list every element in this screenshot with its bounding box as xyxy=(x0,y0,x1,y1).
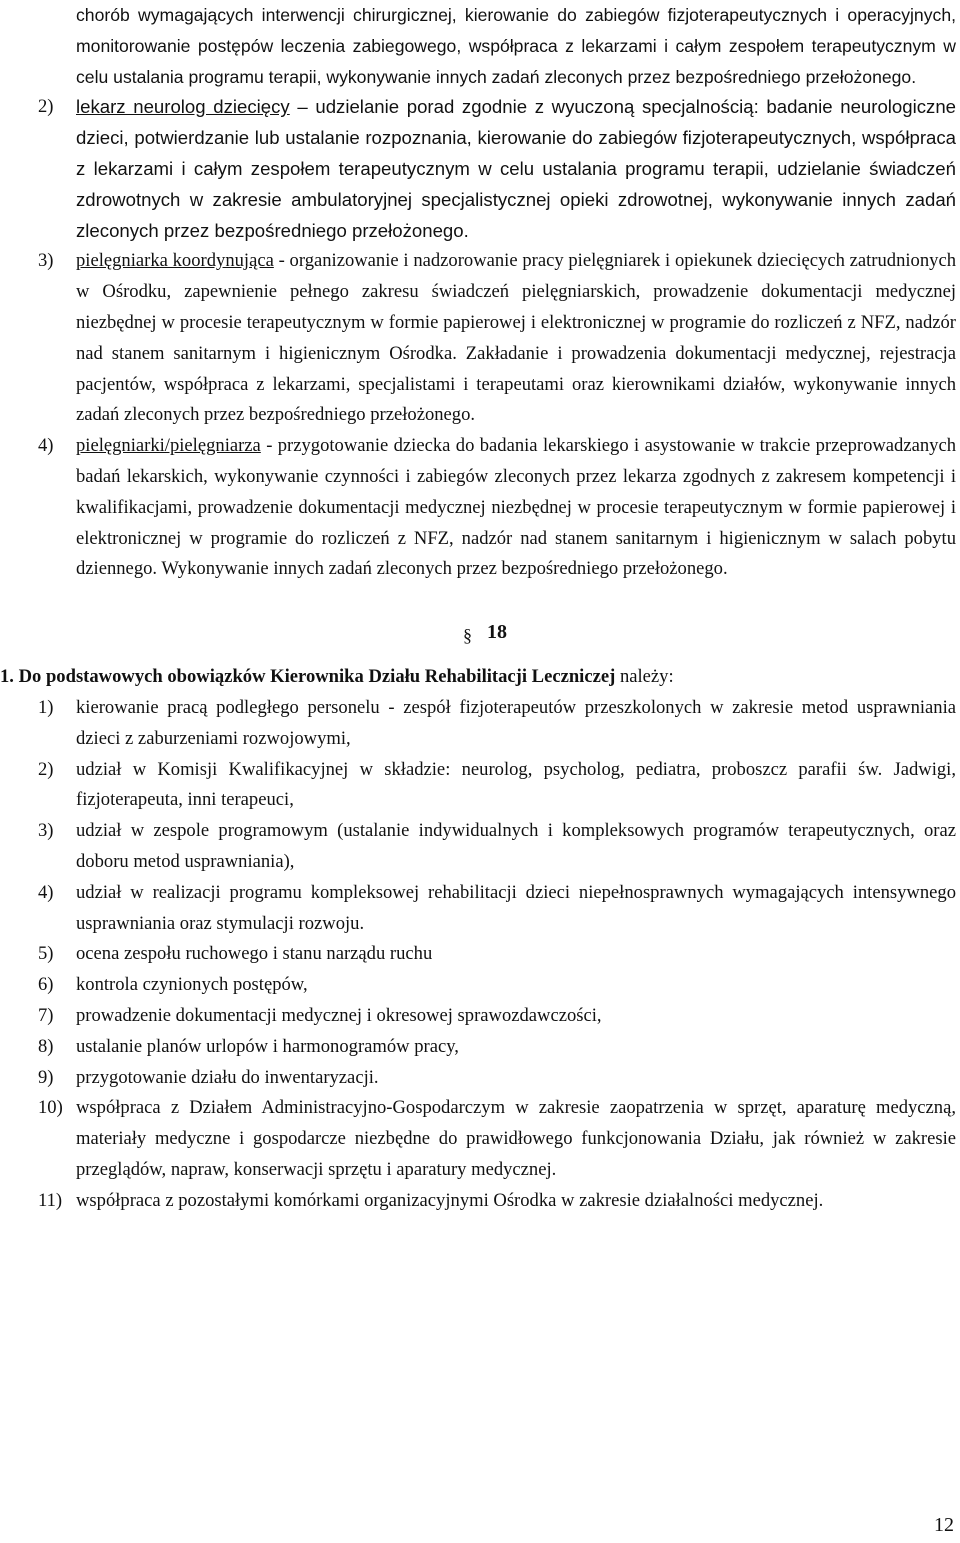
item-number: 2) xyxy=(38,96,54,118)
section-number xyxy=(38,621,956,644)
section-number-value: § 18 xyxy=(481,621,513,644)
section-heading-bold: 1. Do podstawowych obowiązków Kierownika Działu Rehabilitacji Leczniczej xyxy=(0,666,616,688)
item-title: pielęgniarki/pielęgniarza xyxy=(76,435,261,457)
list-item xyxy=(38,970,956,1001)
item-body xyxy=(76,246,956,431)
item-text: - organizowanie i nadzorowanie pracy pielęgniarek i opiekunek dziecięcych zatrudnionych w Ośrodku, zapewnienie pełnego zakresu świadczeń pielęgniarskich, prowadzenie dokumentacji medycznej niezbędnej w procesie terapeutycznym w formie papierowej i elektronicznej w programie do rozliczeń z NFZ, nadzór nad stanem sanitarnym i higienicznym Ośrodka. Zakładanie i prowadzenia dokumentacji medycznej, rejestracja pacjentów, współpraca z lekarzami, specjalistami i terapeutami oraz kierownikami działów, wykonywanie innych zadań zleconych przez bezpośredniego przełożonego. xyxy=(76,250,956,426)
item-text: udział w realizacji programu kompleksowej rehabilitacji dzieci niepełnosprawnych wymagających intensywnego usprawniania oraz stymulacji rozwoju. xyxy=(76,881,956,934)
item-title: lekarz neurolog dziecięcy xyxy=(76,96,290,118)
list-item xyxy=(38,1001,956,1032)
item-body xyxy=(76,431,956,585)
section-heading-rest: należy: xyxy=(615,666,674,688)
item-number: 1) xyxy=(38,696,54,718)
item-number: 11) xyxy=(38,1189,63,1211)
item-text: – udzielanie porad zgodnie z wyuczoną specjalnością: badanie neurologiczne dzieci, potwierdzanie lub ustalanie rozpoznania, kierowanie do zabiegów fizjoterapeutycznych, współpraca z lekarzami i całym zespołem terapeutycznym w celu ustalania programu terapii, udzielanie świadczeń zdrowotnych w zakresie ambulatoryjnej specjalistycznej opieki zdrowotnej, wykonywanie innych zadań zleconych przez bezpośredniego przełożonego. xyxy=(76,96,956,241)
list-item xyxy=(38,1093,956,1185)
list-item xyxy=(38,1186,956,1217)
list-item xyxy=(38,755,956,817)
item-number: 7) xyxy=(38,1004,54,1026)
list-item xyxy=(38,1063,956,1094)
item-text: kierowanie pracą podległego personelu - zespół fizjoterapeutów przeszkolonych w zakresie metod usprawniania dzieci z zaburzeniami rozwojowymi, xyxy=(76,696,956,749)
item-number: 6) xyxy=(38,974,54,996)
list-item xyxy=(38,246,956,431)
item-text: współpraca z Działem Administracyjno-Gospodarczym w zakresie zaopatrzenia w sprzęt, aparaturę medyczną, materiały medyczne i gospodarcze niezbędne do prawidłowego funkcjonowania Działu, jak również w zakresie przeglądów, napraw, konserwacji sprzętu i aparatury medycznej. xyxy=(76,1097,956,1180)
list-item xyxy=(38,693,956,755)
item-number: 4) xyxy=(38,435,54,457)
item-text: współpraca z pozostałymi komórkami organizacyjnymi Ośrodka w zakresie działalności medycznej. xyxy=(76,1189,824,1211)
list-item xyxy=(38,939,956,970)
item-number: 4) xyxy=(38,881,54,903)
list-item xyxy=(38,816,956,878)
item-body xyxy=(76,92,956,246)
item-number: 3) xyxy=(38,250,54,272)
item-number: 8) xyxy=(38,1035,54,1057)
item-text: kontrola czynionych postępów, xyxy=(76,974,308,996)
section-heading xyxy=(0,662,956,693)
continuation-text: chorób wymagających interwencji chirurgicznej, kierowanie do zabiegów fizjoterapeutycznych i operacyjnych, monitorowanie postępów leczenia zabiegowego, współpraca z lekarzami i całym zespołem terapeutycznym w celu ustalania programu terapii, wykonywanie innych zadań zleconych przez bezpośredniego przełożonego. xyxy=(76,5,956,87)
list-item xyxy=(38,92,956,246)
item-number: 9) xyxy=(38,1066,54,1088)
list-item xyxy=(38,878,956,940)
list-item xyxy=(38,431,956,585)
item-number: 10) xyxy=(38,1097,63,1119)
item-text: prowadzenie dokumentacji medycznej i okresowej sprawozdawczości, xyxy=(76,1004,602,1026)
item-text: przygotowanie działu do inwentaryzacji. xyxy=(76,1066,379,1088)
item-number: 2) xyxy=(38,758,54,780)
duties-list xyxy=(38,693,956,1217)
item-text: - przygotowanie dziecka do badania lekarskiego i asystowanie w trakcie przeprowadzanych badań lekarskich, wykonywanie czynności i zabiegów zleconych przez lekarza zgodnych z zakresem kompetencji i kwalifikacjami, prowadzenie dokumentacji medycznej niezbędnej w procesie terapeutycznym w formie papierowej i elektronicznej w programie do rozliczeń z NFZ, nadzór nad stanem sanitarnym i higienicznym w salach pobytu dziennego. Wykonywanie innych zadań zleconych przez bezpośredniego przełożonego. xyxy=(76,435,956,580)
item-number: 5) xyxy=(38,943,54,965)
list-item xyxy=(38,1032,956,1063)
item-number: 3) xyxy=(38,820,54,842)
item-text: udział w Komisji Kwalifikacyjnej w składzie: neurolog, psycholog, pediatra, proboszcz parafii św. Jadwigi, fizjoterapeuta, inni terapeuci, xyxy=(76,758,956,811)
page-number: 12 xyxy=(934,1514,954,1536)
item-title: pielęgniarka koordynująca xyxy=(76,250,274,272)
item-text: ocena zespołu ruchowego i stanu narządu ruchu xyxy=(76,943,433,965)
continuation-paragraph xyxy=(38,0,956,92)
item-text: udział w zespole programowym (ustalanie indywidualnych i kompleksowych programów terapeutycznych, oraz doboru metod usprawniania), xyxy=(76,820,956,872)
item-text: ustalanie planów urlopów i harmonogramów pracy, xyxy=(76,1035,459,1057)
